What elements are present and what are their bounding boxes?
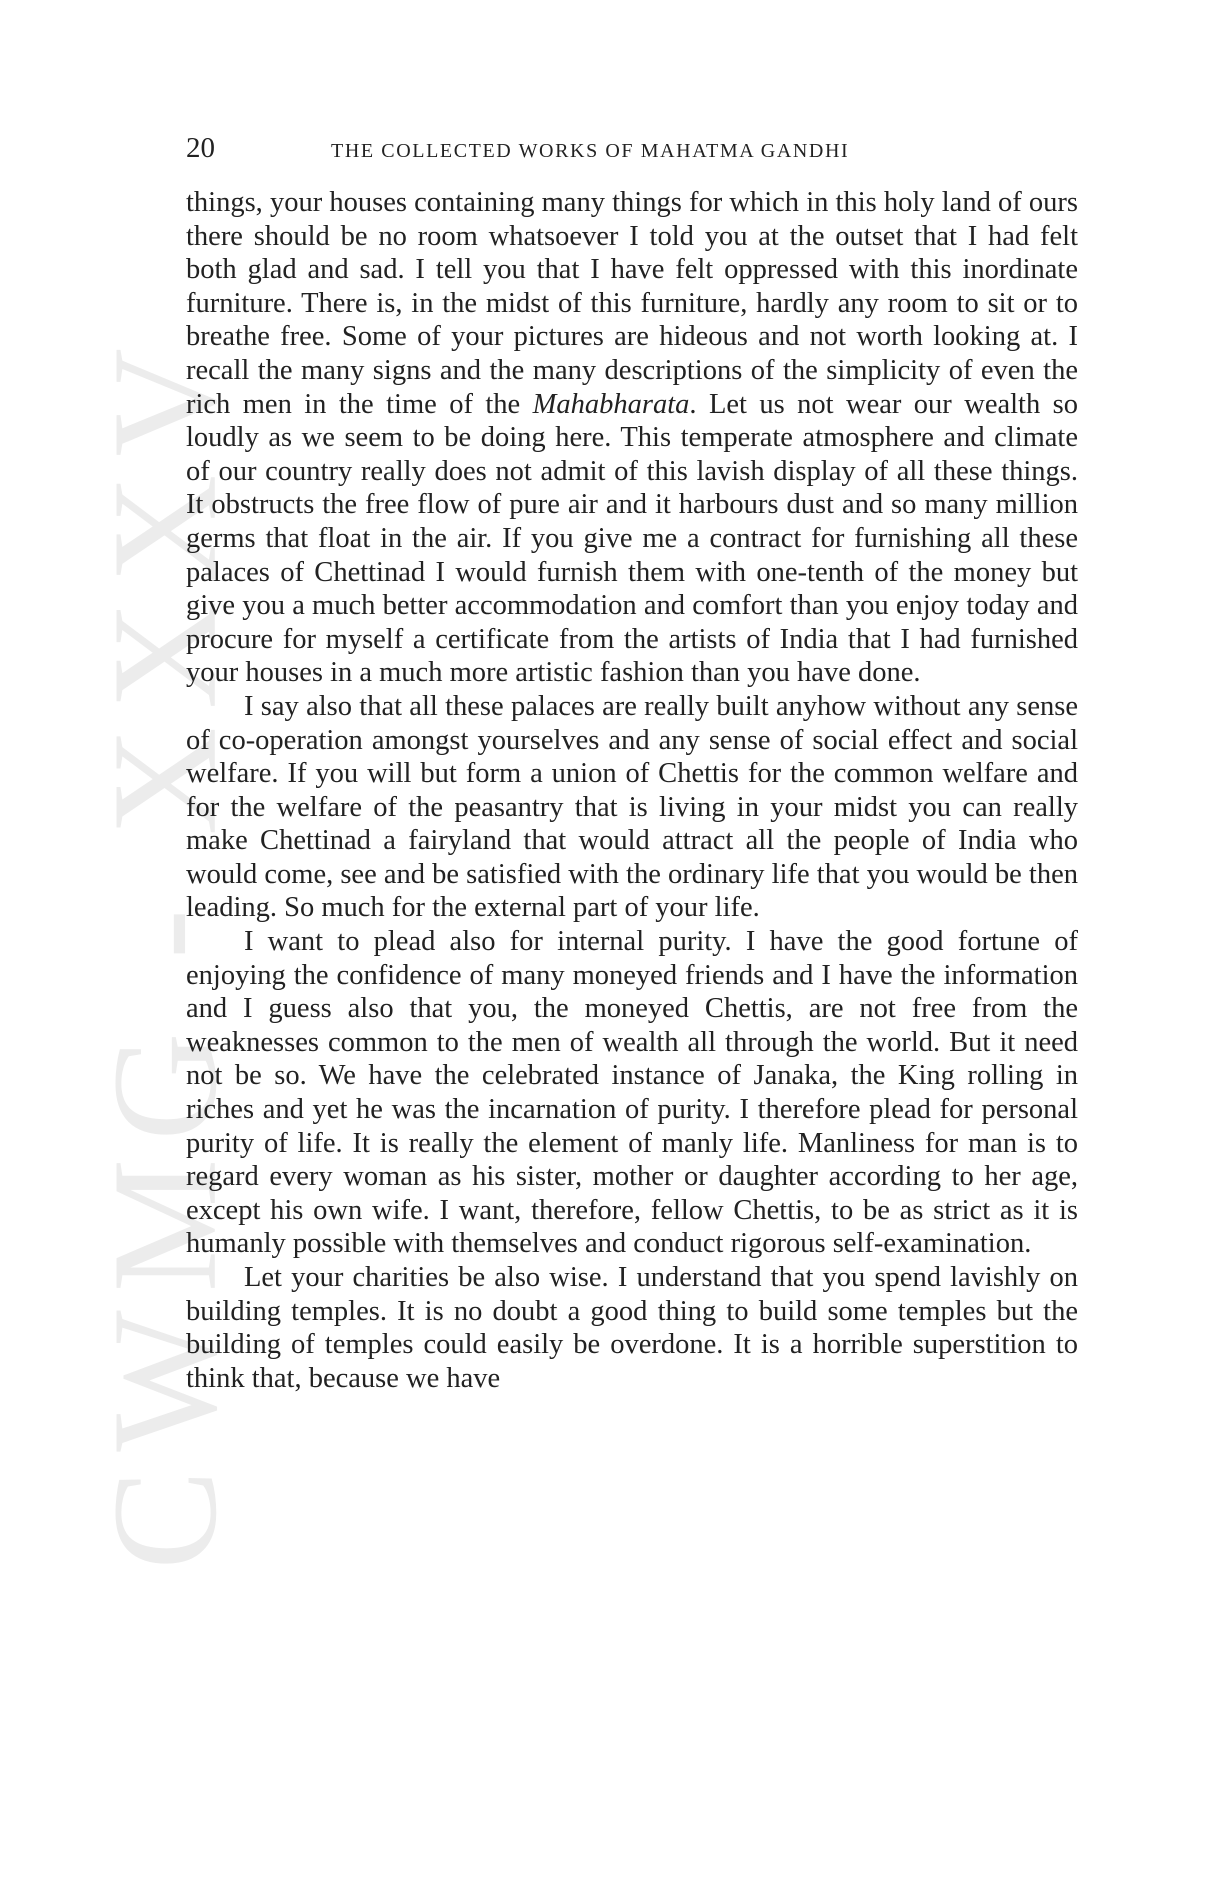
body-text bbox=[186, 186, 1078, 1395]
paragraph: I say also that all these palaces are really built anyhow without any sense of co-operation amongst yourselves and any sense of social effect and social welfare. If you will but form a union of Chettis for the common welfare and for the welfare of the peasantry that is living in your midst you can really make Chettinad a fairyland that would attract all the people of India who would come, see and be satisfied with the ordinary life that you would be then leading. So much for the external part of your life. bbox=[186, 690, 1078, 924]
paragraph-text: . Let us not wear our wealth so loudly as we seem to be doing here. This temperate atmosphere and climate of our country really does not admit of this lavish display of all these things. It obstructs the free flow of pure air and it harbours dust and so many million germs that float in the air. If you give me a contract for furnishing all these palaces of Chettinad I would furnish them with one-tenth of the money but give you a much better accommodation and comfort than you enjoy today and procure for myself a certificate from the artists of India that I had furnished your houses in a much more artistic fashion than you have done. bbox=[186, 388, 1078, 689]
paragraph-continued bbox=[186, 186, 1078, 690]
watermark-text: CWMG - XXXV bbox=[82, 330, 249, 1570]
italic-title: Mahabharata bbox=[532, 388, 690, 420]
paragraph: Let your charities be also wise. I understand that you spend lavishly on building temples. It is no doubt a good thing to build some temples but the building of temples could easily be overdone. It is a horrible superstition to think that, because we have bbox=[186, 1262, 1078, 1394]
paragraph: I want to plead also for internal purity. I have the good fortune of enjoying the confidence of many moneyed friends and I have the information and I guess also that you, the moneyed Chettis, are not free from the weaknesses common to the men of wealth all through the world. But it need not be so. We have the celebrated instance of Janaka, the King rolling in riches and yet he was the incarnation of purity. I therefore plead for personal purity of life. It is really the element of manly life. Manliness for man is to regard every woman as his sister, mother or daughter according to her age, except his own wife. I want, therefore, fellow Chettis, to be as strict as it is humanly possible with themselves and conduct rigorous self-examination. bbox=[186, 926, 1078, 1260]
paragraph-text: things, your houses containing many things for which in this holy land of ours there should be no room whatsoever I told you at the outset that I had felt both glad and sad. I tell you that I have felt oppressed with this inordinate furniture. There is, in the midst of this furniture, hardly any room to sit or to breathe free. Some of your pictures are hideous and not worth looking at. I recall the many signs and the many descriptions of the simplicity of even the rich men in the time of the bbox=[186, 187, 1078, 420]
running-head: THE COLLECTED WORKS OF MAHATMA GANDHI bbox=[331, 140, 850, 162]
page-number: 20 bbox=[186, 132, 215, 164]
page-header bbox=[186, 132, 1078, 172]
